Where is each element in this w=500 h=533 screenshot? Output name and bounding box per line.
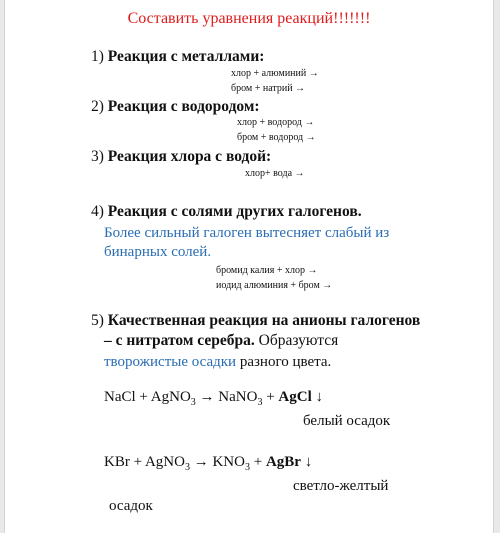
section-4-line-1: бромид калия + хлор → xyxy=(216,265,318,276)
section-1-title: Реакция с металлами: xyxy=(107,48,265,65)
page-title: Составить уравнения реакций!!!!!!! xyxy=(127,10,371,27)
equation-2-arrow: → KNO xyxy=(189,454,245,470)
section-4-heading xyxy=(91,203,362,221)
equation-1-label: белый осадок xyxy=(303,413,391,429)
section-5-heading-line-1 xyxy=(91,312,420,330)
section-2-heading xyxy=(91,98,260,116)
equation-2-down-arrow: ↓ xyxy=(300,454,313,470)
equation-1-subscript-1: 3 xyxy=(190,397,196,408)
section-1-heading xyxy=(91,48,264,66)
section-3-heading xyxy=(91,148,271,166)
section-5-highlight: творожистые осадки xyxy=(104,354,237,370)
equation-1-down-arrow: ↓ xyxy=(311,389,324,405)
section-2-title: Реакция с водородом: xyxy=(107,98,260,115)
section-4-line-2: иодид алюминия + бром → xyxy=(216,280,333,291)
section-2-line-1: хлор + водород → xyxy=(237,117,315,128)
section-3-number: 3) xyxy=(91,148,104,165)
section-1-line-1: хлор + алюминий → xyxy=(231,68,319,79)
equation-2-plus: + xyxy=(249,454,266,470)
section-4-note-line-1: Более сильный галоген вытесняет слабый из xyxy=(104,225,390,241)
section-3-title: Реакция хлора с водой: xyxy=(107,148,272,165)
section-2-number: 2) xyxy=(91,98,104,115)
equation-2-reactants: KBr + AgNO xyxy=(104,454,185,470)
section-4-number: 4) xyxy=(91,203,104,220)
section-1-number: 1) xyxy=(91,48,104,65)
equation-2 xyxy=(104,454,312,473)
equation-2-label-line-2: осадок xyxy=(109,498,153,514)
section-5-text: Образуются xyxy=(254,332,339,349)
equation-2-precipitate: AgBr xyxy=(265,454,301,470)
section-4-note-line-2: бинарных солей. xyxy=(104,244,212,260)
equation-1 xyxy=(104,389,323,408)
equation-1-reactants: NaCl + AgNO xyxy=(104,389,191,405)
section-5-description-end: разного цвета. xyxy=(236,354,332,370)
section-4-title: Реакция с солями других галогенов. xyxy=(107,203,362,220)
section-5-title-line-1: Качественная реакция на анионы галогенов xyxy=(107,312,421,329)
section-1-line-2: бром + натрий → xyxy=(231,83,306,94)
section-5-heading-line-2 xyxy=(104,332,338,350)
equation-1-subscript-2: 3 xyxy=(257,397,263,408)
equation-2-subscript-1: 3 xyxy=(184,462,190,473)
equation-1-plus: + xyxy=(262,389,279,405)
section-2-line-2: бром + водород → xyxy=(237,132,316,143)
document-page xyxy=(4,0,494,533)
section-5-number: 5) xyxy=(91,312,104,329)
section-5-description xyxy=(104,353,331,372)
equation-2-label-line-1: светло-желтый xyxy=(293,478,389,494)
equation-1-arrow: → NaNO xyxy=(195,389,258,405)
section-3-line-1: хлор+ вода → xyxy=(245,168,305,179)
equation-2-subscript-2: 3 xyxy=(244,462,250,473)
equation-1-precipitate: AgCl xyxy=(278,389,312,405)
section-5-title-line-2: – с нитратом серебра. xyxy=(104,332,255,349)
